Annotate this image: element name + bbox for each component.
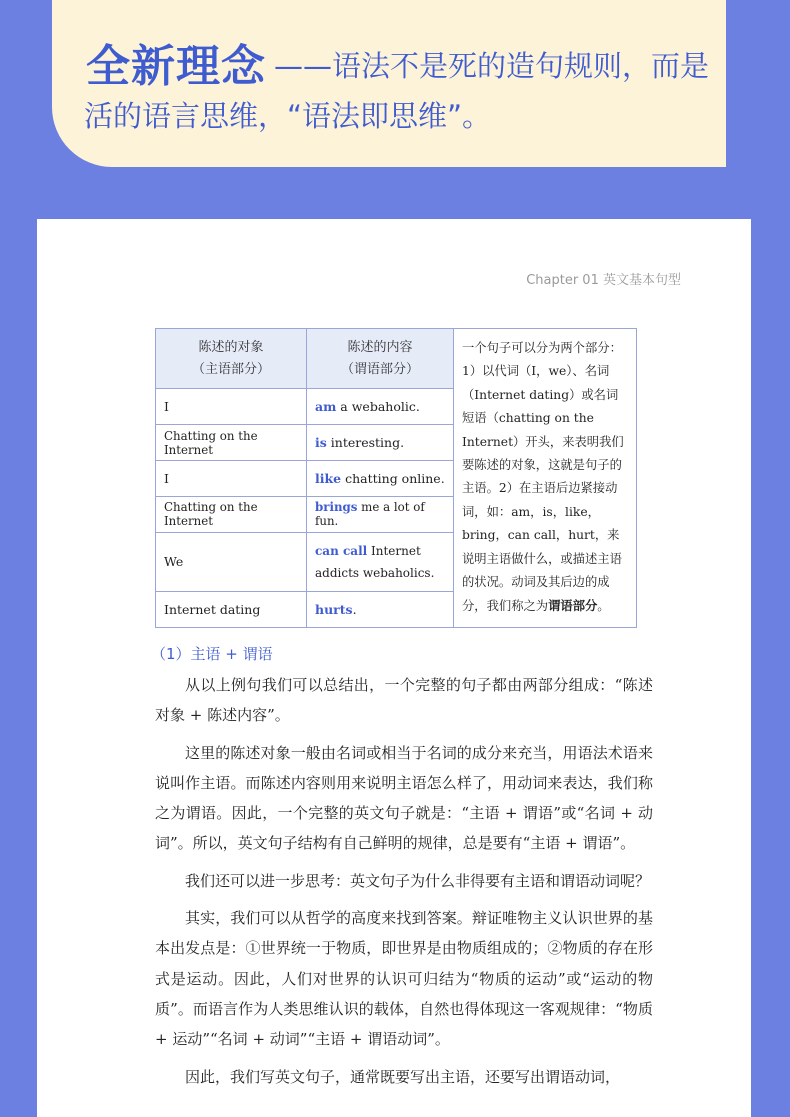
- subject-cell: I: [156, 461, 307, 497]
- predicate-cell: brings me a lot of fun.: [307, 496, 454, 532]
- subject-cell: Internet dating: [156, 591, 307, 627]
- paragraph: 这里的陈述对象一般由名词或相当于名词的成分来充当，用语法术语来说叫作主语。而陈述内容则用来说明主语怎么样了，用动词来表达，我们称之为谓语。因此，一个完整的英文句子就是：“主语 + 谓语”或“名词 + 动词”。所以，英文句子结构有自己鲜明的规律，总是要有“主语 + 谓语”。: [155, 743, 653, 853]
- predicate-cell: like chatting online.: [307, 461, 454, 497]
- table-note: 一个句子可以分为两个部分：1）以代词（I，we）、名词（Internet dating）或名词短语（chatting on the Internet）开头，来表明我们要陈述的对象，这就是句子的主语。2）在主语后边紧接动词，如：am，is，like，bring，can call，hurt，来说明主语做什么，或描述主语的状况。动词及其后边的成分，我们称之为谓语部分。: [454, 329, 637, 628]
- paragraph: 我们还可以进一步思考：英文句子为什么非得要有主语和谓语动词呢？: [185, 871, 651, 890]
- predicate-cell: hurts.: [307, 591, 454, 627]
- verb: can call: [315, 543, 368, 558]
- verb: am: [315, 399, 337, 415]
- paragraph: 其实，我们可以从哲学的高度来找到答案。辩证唯物主义认识世界的基本出发点是：①世界统一于物质，即世界是由物质组成的；②物质的存在形式是运动。因此，人们对世界的认识可归结为“物质的运动”或“运动的物质”。而语言作为人类思维认识的载体，自然也得体现这一客观规律：“物质 + 运动”“名词 + 动词”“主语 + 谓语动词”。: [155, 909, 653, 1049]
- note-bold-term: 谓语部分: [548, 598, 598, 614]
- section-title: （1）主语 + 谓语: [151, 645, 273, 663]
- header-predicate: 陈述的内容 （谓语部分）: [307, 329, 454, 389]
- header-subject: 陈述的对象 （主语部分）: [156, 329, 307, 389]
- running-head: Chapter 01 英文基本句型: [526, 273, 681, 288]
- verb: is: [315, 435, 327, 451]
- banner-title-rest: ——语法不是死的造句规则，而是: [274, 49, 710, 83]
- predicate-cell: can call Internet addicts webaholics.: [307, 532, 454, 591]
- verb: like: [315, 470, 342, 486]
- subject-cell: I: [156, 389, 307, 425]
- subject-cell: Chatting on the Internet: [156, 425, 307, 461]
- banner-line2: 活的语言思维，“语法即思维”。: [84, 99, 492, 133]
- book-page: [37, 219, 751, 1117]
- subject-cell: We: [156, 532, 307, 591]
- table-header-row: [156, 329, 637, 389]
- promo-banner: [52, 0, 726, 167]
- predicate-cell: am a webaholic.: [307, 389, 454, 425]
- banner-title: 全新理念: [86, 41, 266, 92]
- example-table: [155, 328, 637, 628]
- body-text: [155, 670, 653, 1099]
- predicate-cell: is interesting.: [307, 425, 454, 461]
- subject-cell: Chatting on the Internet: [156, 496, 307, 532]
- paragraph: 因此，我们写英文句子，通常既要写出主语，还要写出谓语动词，: [185, 1067, 621, 1086]
- verb: brings: [315, 500, 358, 515]
- verb: hurts: [315, 601, 353, 617]
- paragraph: 从以上例句我们可以总结出，一个完整的句子都由两部分组成：“陈述对象 + 陈述内容”。: [155, 676, 653, 725]
